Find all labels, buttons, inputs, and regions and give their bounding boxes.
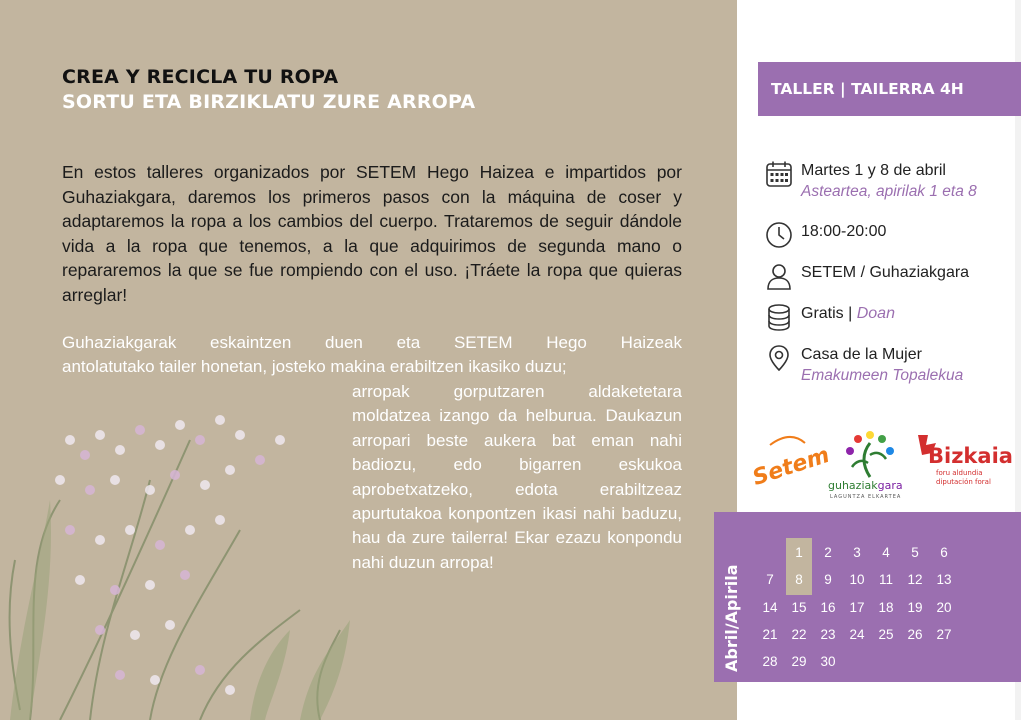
guhaziakgara-logo xyxy=(828,431,903,500)
workshop-badge: TALLER | TAILERRA 4H xyxy=(758,62,1021,116)
calendar-day: 26 xyxy=(907,627,923,642)
calendar-day: 23 xyxy=(820,627,836,642)
calendar-day: 24 xyxy=(849,627,865,642)
calendar-day: 29 xyxy=(791,654,807,669)
title-es: CREA Y RECICLA TU ROPA xyxy=(62,66,339,88)
calendar-day: 1 xyxy=(786,538,812,568)
organizer-text: SETEM / Guhaziakgara xyxy=(801,264,970,281)
calendar-day: 11 xyxy=(878,572,893,587)
guhaziak-logo-subtitle: LAGUNTZA ELKARTEA xyxy=(830,494,902,500)
calendar-day: 25 xyxy=(878,627,894,642)
price-es: Gratis xyxy=(801,305,844,322)
calendar-icon xyxy=(765,160,793,188)
calendar-day: 17 xyxy=(849,600,865,615)
calendar-day: 16 xyxy=(820,600,836,615)
flower-illustration xyxy=(0,380,360,720)
setem-logo-text: Setem xyxy=(750,442,833,492)
calendar-day: 5 xyxy=(911,545,919,560)
calendar-day: 2 xyxy=(824,545,832,560)
calendar-day xyxy=(757,541,783,565)
place-es: Casa de la Mujer xyxy=(801,346,922,363)
calendar-day: 14 xyxy=(762,600,778,615)
calendar-day: 20 xyxy=(936,600,952,615)
calendar-day xyxy=(931,650,957,674)
bizkaia-logo xyxy=(918,435,1013,486)
sponsor-logos xyxy=(750,425,1015,505)
calendar-day: 28 xyxy=(762,654,778,669)
title-eu: SORTU ETA BIRZIKLATU ZURE ARROPA xyxy=(62,91,476,113)
person-icon xyxy=(765,262,793,290)
calendar-month-label: Abril/Apirila xyxy=(722,564,741,672)
calendar-day: 13 xyxy=(936,572,952,587)
calendar-day: 7 xyxy=(766,572,774,587)
place-eu: Emakumeen Topalekua xyxy=(801,367,964,384)
calendar-day: 4 xyxy=(882,545,890,560)
body-text-eu-line1: Guhaziakgarak eskaintzen duen eta SETEM Hego Haizeak xyxy=(62,333,682,352)
calendar-day: 22 xyxy=(791,627,807,642)
body-text-eu-line2: antolatutako tailer honetan, josteko makina erabiltzen ikasiko duzu; xyxy=(62,357,567,376)
time-text: 18:00-20:00 xyxy=(801,223,887,240)
date-eu: Asteartea, apirilak 1 eta 8 xyxy=(801,183,977,200)
guhaziak-logo-text: guhaziak xyxy=(828,479,878,492)
bizkaia-logo-sub1: foru aldundia xyxy=(936,469,983,477)
bizkaia-logo-text: Bizkaia xyxy=(928,444,1013,468)
calendar-day: 6 xyxy=(940,545,948,560)
body-text-es: En estos talleres organizados por SETEM Hego Haizea e impartidos por Guhaziakgara, daremos los primeros pasos con la máquina de coser y adaptaremos la ropa a los cambios del cuerpo. Trataremos de seguir dándole vida a la ropa que tenemos, a la que adquirimos de segunda mano o repararemos la que se fue rompiendo con el uso. ¡Tráete la ropa que quieras arreglar! xyxy=(62,162,682,305)
body-text-eu-rest: arropak gorputzaren aldaketetara moldatzea izango da helburua. Daukazun arropari beste aukera bat eman nahi badiozu, edo bigarren eskukoa aprobetxatzeko, edota erabiltzeaz apurtutakoa konpontzen ikasi nahi baduzu, hau da zure tailerra! Ekar ezazu konpondu nahi duzun arropa! xyxy=(352,382,682,572)
gara-logo-text: gara xyxy=(877,479,903,492)
price-separator: | xyxy=(843,305,857,322)
calendar-day xyxy=(844,650,870,674)
calendar-day: 10 xyxy=(849,572,865,587)
calendar-day: 15 xyxy=(791,600,807,615)
calendar-day: 12 xyxy=(907,572,923,587)
date-es: Martes 1 y 8 de abril xyxy=(801,162,946,179)
calendar-day: 19 xyxy=(907,600,923,615)
bizkaia-logo-sub2: diputación foral xyxy=(936,478,991,486)
location-pin-icon xyxy=(765,344,793,372)
calendar-day: 27 xyxy=(936,627,952,642)
coins-icon xyxy=(765,303,793,331)
calendar-day: 21 xyxy=(762,627,778,642)
price-text xyxy=(801,303,895,325)
calendar-day: 30 xyxy=(820,654,836,669)
calendar-day: 3 xyxy=(853,545,861,560)
price-eu: Doan xyxy=(856,305,895,322)
calendar-day: 18 xyxy=(878,600,894,615)
calendar-day: 8 xyxy=(786,565,812,595)
svg-text:guhaziakgara xyxy=(828,479,903,492)
calendar-day xyxy=(873,650,899,674)
calendar-day: 9 xyxy=(824,572,832,587)
calendar-day xyxy=(902,650,928,674)
setem-logo xyxy=(750,437,833,491)
clock-icon xyxy=(765,221,793,249)
